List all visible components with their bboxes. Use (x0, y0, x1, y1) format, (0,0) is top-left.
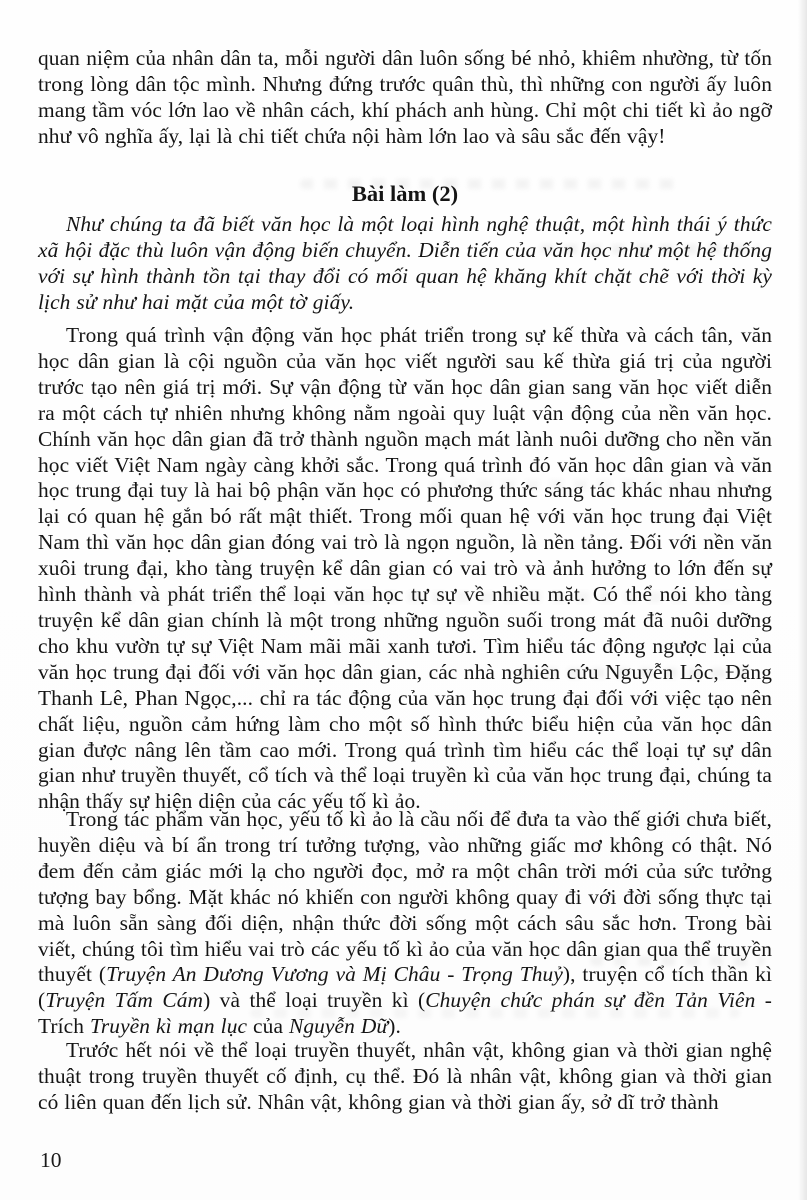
paragraph-continuation: quan niệm của nhân dân ta, mỗi người dân luôn sống bé nhỏ, khiêm nhường, từ tốn trong lòng dân tộc mình. Nhưng đứng trước quân thù, thì những con người ấy luôn mang tầm vóc lớn lao về nhân cách, khí phách anh hùng. Chỉ một chi tiết kì ảo ngỡ như vô nghĩa ấy, lại là chi tiết chứa nội hàm lớn lao và sâu sắc đến vậy! (38, 46, 772, 148)
book-title-truyen-ki-man-luc: Truyền kì mạn lục (90, 1014, 248, 1039)
text-segment: Trong tác phẩm văn học, yếu tố kì ảo là cầu nối để đưa ta vào thế giới chưa biết, huyền diệu và bí ẩn trong trí tưởng tượng, vào những giấc mơ không có thật. Nó đem đến cảm giác mới lạ cho người đọc, mở ra một chân trời mới của sức tưởng tượng bay bổng. Mặt khác nó khiến con người không quay đi với đời sống thực tại mà luôn sẵn sàng đối diện, nhận thức đời sống một cách sâu sắc hơn. Trong bài viết, chúng tôi tìm hiểu vai trò các yếu tố kì ảo của văn học dân gian qua thể truyền thuyết ( (38, 807, 772, 987)
paragraph-intro-italic: Như chúng ta đã biết văn học là một loại hình nghệ thuật, một hình thái ý thức xã hội đặc thù luôn vận động biến chuyển. Diễn tiến của văn học như một hệ thống với sự hình thành tồn tại thay đổi có mối quan hệ khăng khít chặt chẽ với thời kỳ lịch sử như hai mặt của một tờ giấy. (38, 212, 772, 314)
page-edge-shadow (798, 0, 807, 1200)
section-heading: Bài làm (2) (351, 181, 459, 206)
paragraph-legend-intro: Trước hết nói về thể loại truyền thuyết, nhân vật, không gian và thời gian nghệ thuật trong truyền thuyết cố định, cụ thể. Đó là nhân vật, không gian và thời gian có liên quan đến lịch sử. Nhân vật, không gian và thời gian ấy, sở dĩ trở thành (38, 1038, 772, 1114)
text-segment: của (247, 1014, 289, 1039)
author-nguyen-du: Nguyễn Dữ (289, 1014, 389, 1039)
text-segment: ). (388, 1014, 401, 1039)
paragraph-folk-literature: Trong quá trình vận động văn học phát triển trong sự kế thừa và cách tân, văn học dân gian là cội nguồn của văn học viết người sau kế thừa giá trị của người trước tạo nên giá trị mới. Sự vận động từ văn học dân gian sang văn học viết diễn ra một cách tự nhiên nhưng không nằm ngoài quy luật vận động của nền văn học. Chính văn học dân gian đã trở thành nguồn mạch mát lành nuôi dưỡng cho nền văn học viết Việt Nam ngày càng khởi sắc. Trong quá trình đó văn học dân gian và văn học trung đại tuy là hai bộ phận văn học có phương thức sáng tác khác nhau nhưng lại có quan hệ gắn bó rất mật thiết. Trong mối quan hệ với văn học trung đại Việt Nam thì văn học dân gian đóng vai trò là ngọn nguồn, là nền tảng. Đối với nền văn xuôi trung đại, kho tàng truyện kể dân gian có vai trò và ảnh hưởng to lớn đến sự hình thành và phát triển thể loại văn học tự sự về nhiều mặt. Có thể nói kho tàng truyện kể dân gian chính là một trong những nguồn suối trong mát đã nuôi dưỡng cho khu vườn tự sự Việt Nam mãi mãi xanh tươi. Tìm hiểu tác động ngược lại của văn học trung đại đối với văn học dân gian, các nhà nghiên cứu Nguyễn Lộc, Đặng Thanh Lê, Phan Ngọc,... chỉ ra tác động của văn học trung đại đối với việc tạo nên chất liệu, nguồn cảm hứng làm cho một số hình thức biểu hiện của văn học dân gian được nâng lên tầm cao mới. Trong quá trình tìm hiểu các thể loại tự sự dân gian như truyền thuyết, cổ tích và thể loại truyền kì của văn học trung đại, chúng ta nhận thấy sự hiện diện của các yếu tố kì ảo. (38, 323, 772, 814)
text-segment: ) và thể loại truyền kì ( (203, 988, 426, 1013)
book-title-tam-cam: Truyện Tấm Cám (45, 988, 204, 1013)
text-segment: ), truyện cổ tích thần kì ( (38, 962, 772, 1013)
book-title-an-duong-vuong: Truyện An Dương Vương và Mị Châu - Trọng Thuỷ (106, 962, 563, 987)
text-segment: - Trích (38, 988, 772, 1039)
book-title-tan-vien: Chuyện chức phán sự đền Tản Viên (425, 988, 756, 1013)
paragraph-fantasy-elements (38, 807, 772, 1040)
page-number: 10 (40, 1148, 62, 1172)
